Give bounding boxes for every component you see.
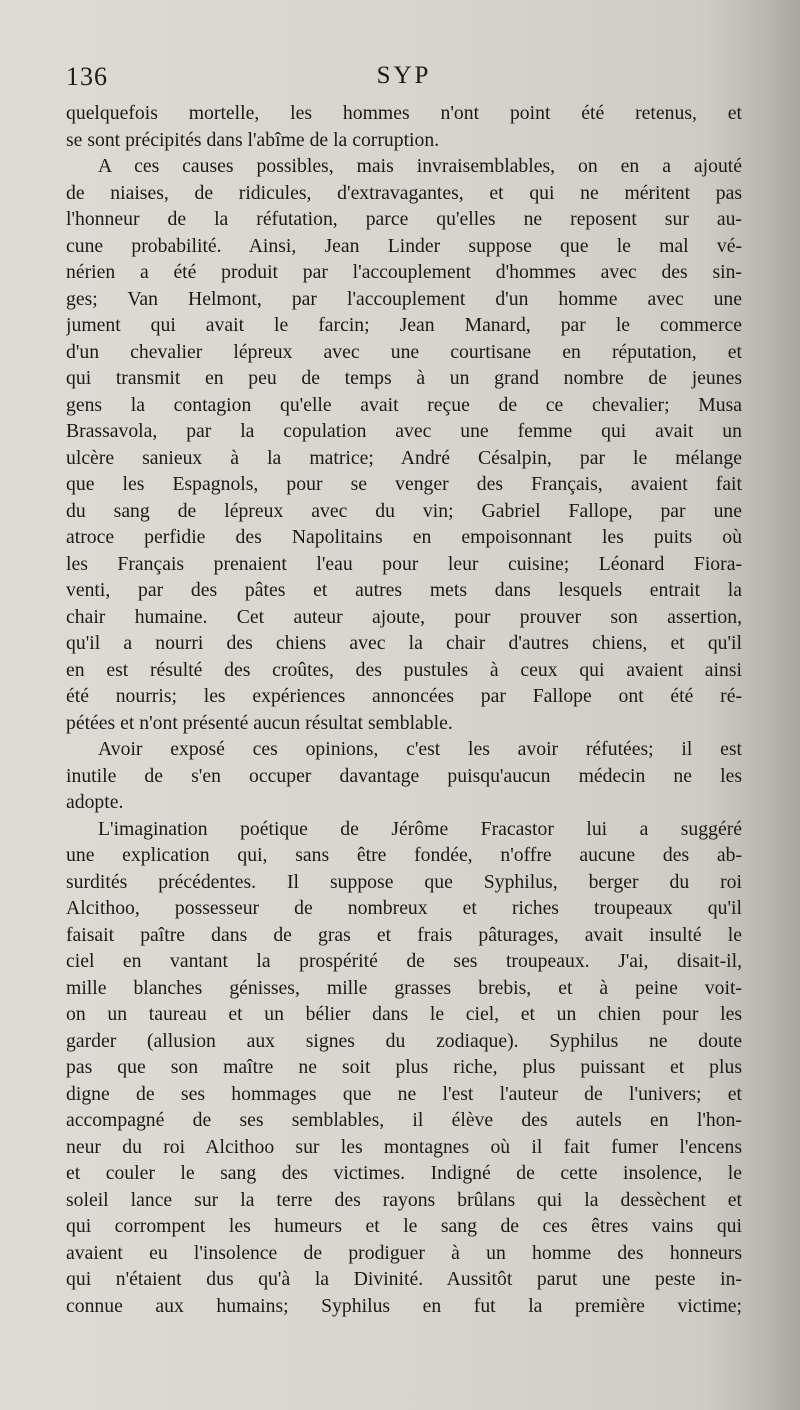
text-line: garder (allusion aux signes du zodiaque). Syphilus ne doute (66, 1029, 742, 1052)
text-line: venti, par des pâtes et autres mets dans lesquels entrait la (66, 579, 742, 601)
body-text (66, 100, 742, 1319)
text-line: connue aux humains; Syphilus en fut la première victime; (66, 1294, 742, 1317)
text-line: et couler le sang des victimes. Indigné de cette insolence, le (66, 1162, 742, 1184)
text-line: en est résulté des croûtes, des pustules à ceux qui avaient ainsi (66, 658, 742, 681)
text-line: accompagné de ses semblables, il élève des autels en l'hon- (66, 1109, 742, 1131)
text-line: nérien a été produit par l'accouplement d'hommes avec des sin- (66, 261, 742, 283)
text-line: qu'il a nourri des chiens avec la chair d'autres chiens, et qu'il (66, 632, 742, 654)
text-line: pétées et n'ont présenté aucun résultat semblable. (66, 711, 453, 734)
page-number: 136 (66, 62, 108, 91)
text-line: avaient eu l'insolence de prodiguer à un homme des honneurs (66, 1241, 742, 1264)
text-line: Avoir exposé ces opinions, c'est les avoir réfutées; il est (98, 738, 742, 760)
text-line: ciel en vantant la prospérité de ses troupeaux. J'ai, disait-il, (66, 950, 742, 972)
text-line: atroce perfidie des Napolitains en empoisonnant les puits où (66, 526, 742, 548)
text-line: ulcère sanieux à la matrice; André Césalpin, par le mélange (66, 446, 742, 469)
text-line: été nourris; les expériences annoncées par Fallope ont été ré- (66, 685, 742, 707)
text-line: adopte. (66, 791, 124, 813)
text-line: que les Espagnols, pour se venger des Français, avaient fait (66, 473, 742, 495)
text-line: les Français prenaient l'eau pour leur cuisine; Léonard Fiora- (66, 552, 742, 575)
text-line: d'un chevalier lépreux avec une courtisane en réputation, et (66, 340, 742, 363)
text-line: cune probabilité. Ainsi, Jean Linder suppose que le mal vé- (66, 234, 742, 257)
page-header (66, 62, 742, 98)
text-line: du sang de lépreux avec du vin; Gabriel Fallope, par une (66, 499, 742, 522)
text-line: pas que son maître ne soit plus riche, plus puissant et plus (66, 1056, 742, 1078)
text-line: surdités précédentes. Il suppose que Syphilus, berger du roi (66, 870, 742, 893)
text-line: ges; Van Helmont, par l'accouplement d'un homme avec une (66, 287, 742, 310)
text-line: L'imagination poétique de Jérôme Fracastor lui a suggéré (98, 817, 742, 840)
text-line: qui transmit en peu de temps à un grand nombre de jeunes (66, 367, 742, 389)
text-line: qui corrompent les humeurs et le sang de ces êtres vains qui (66, 1215, 742, 1237)
text-line: se sont précipités dans l'abîme de la corruption. (66, 128, 440, 151)
text-line: une explication qui, sans être fondée, n'offre aucune des ab- (66, 844, 742, 866)
text-line: jument qui avait le farcin; Jean Manard, par le commerce (66, 314, 742, 336)
text-line: Alcithoo, possesseur de nombreux et riches troupeaux qu'il (66, 897, 742, 919)
text-line: mille blanches génisses, mille grasses brebis, et à peine voit- (66, 976, 742, 999)
text-line: quelquefois mortelle, les hommes n'ont point été retenus, et (66, 102, 742, 124)
text-line: faisait paître dans de gras et frais pâturages, avait insulté le (66, 923, 742, 946)
text-line: soleil lance sur la terre des rayons brûlans qui la dessèchent et (66, 1188, 742, 1211)
text-line: on un taureau et un bélier dans le ciel, et un chien pour les (66, 1003, 742, 1025)
text-line: chair humaine. Cet auteur ajoute, pour prouver son assertion, (66, 605, 742, 628)
running-head: SYP (376, 62, 432, 89)
text-line: digne de ses hommages que ne l'est l'auteur de l'univers; et (66, 1082, 742, 1105)
text-line: qui n'étaient dus qu'à la Divinité. Aussitôt parut une peste in- (66, 1268, 742, 1290)
text-line: gens la contagion qu'elle avait reçue de ce chevalier; Musa (66, 393, 742, 416)
text-line: neur du roi Alcithoo sur les montagnes où il fait fumer l'encens (66, 1135, 742, 1158)
text-line: inutile de s'en occuper davantage puisqu'aucun médecin ne les (66, 764, 742, 787)
text-line: de niaises, de ridicules, d'extravagantes, et qui ne méritent pas (66, 181, 742, 204)
text-line: Brassavola, par la copulation avec une femme qui avait un (66, 420, 742, 442)
text-line: A ces causes possibles, mais invraisemblables, on en a ajouté (98, 155, 742, 177)
text-line: l'honneur de la réfutation, parce qu'elles ne reposent sur au- (66, 208, 742, 230)
